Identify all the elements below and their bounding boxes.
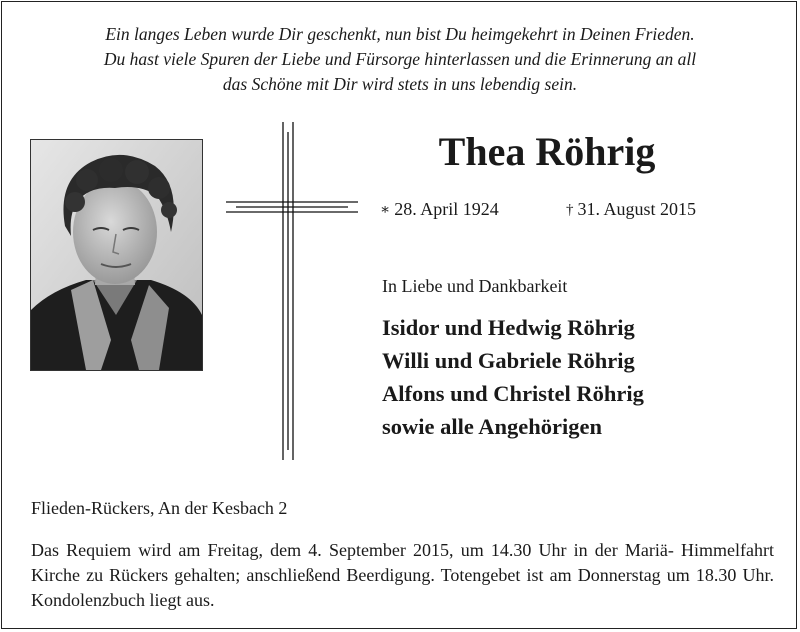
mourner-family: Isidor und Hedwig Röhrig xyxy=(382,315,635,340)
deceased-name: Thea Röhrig xyxy=(438,129,656,174)
cross-icon xyxy=(224,122,364,462)
verse-line-2: Du hast viele Spuren der Liebe und Fürsorge hinterlassen und die Erinnerung an all xyxy=(103,49,697,69)
requiem-line-2: Himmelfahrt Kirche zu Rückers gehalten; anschließend Beerdigung. Totengebet ist am xyxy=(31,540,775,585)
death-date xyxy=(566,197,696,222)
mourners-list xyxy=(382,311,644,443)
birth-date xyxy=(380,197,499,222)
portrait-illustration xyxy=(31,140,202,370)
memorial-verse xyxy=(42,22,758,97)
requiem-info xyxy=(31,538,774,613)
mourner-family: Alfons und Christel Röhrig xyxy=(382,381,644,406)
verse-line-3: das Schöne mit Dir wird stets in uns lebendig sein. xyxy=(222,74,578,94)
mourning-intro: In Liebe und Dankbarkeit xyxy=(382,276,568,296)
address: Flieden-Rückers, An der Kesbach 2 xyxy=(31,498,288,518)
obituary-notice xyxy=(1,1,797,629)
birth-date-text: 28. April 1924 xyxy=(394,199,499,219)
mourner-family: sowie alle Angehörigen xyxy=(382,414,602,439)
requiem-line-1: Das Requiem wird am Freitag, dem 4. September 2015, um 14.30 Uhr in der Mariä- xyxy=(31,540,674,560)
birth-star-icon: ∗ xyxy=(380,202,391,218)
portrait-photo xyxy=(30,139,203,371)
verse-line-1: Ein langes Leben wurde Dir geschenkt, nun bist Du heimgekehrt in Deinen Frieden. xyxy=(105,24,695,44)
death-cross-icon: † xyxy=(566,202,574,218)
requiem-line-3: Donnerstag um 18.30 Uhr. Kondolenzbuch liegt aus. xyxy=(31,565,774,610)
mourner-family: Willi und Gabriele Röhrig xyxy=(382,348,635,373)
death-date-text: 31. August 2015 xyxy=(577,199,697,219)
